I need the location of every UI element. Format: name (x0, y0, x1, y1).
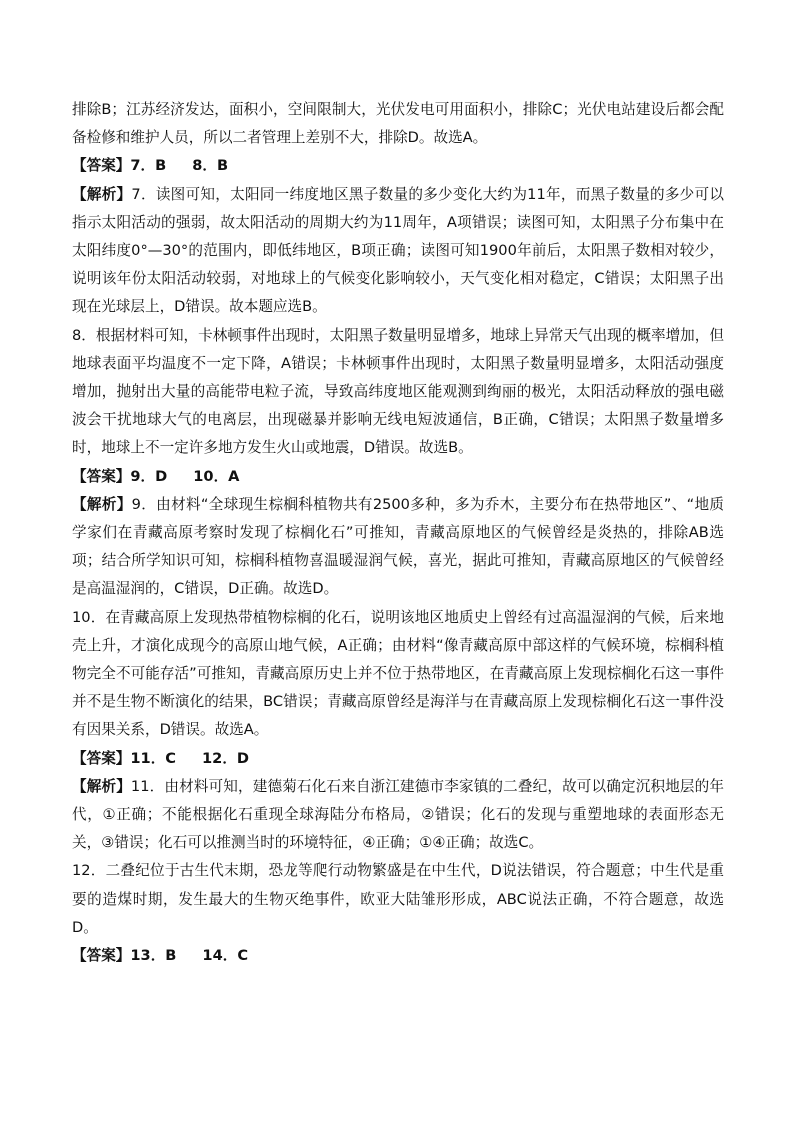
answer-item: 8．B (192, 157, 229, 175)
answer-line (72, 942, 724, 970)
paragraph-text: 12．二叠纪位于古生代末期，恐龙等爬行动物繁盛是在中生代，D说法错误，符合题意；中生代是重要的造煤时期，发生最大的生物灭绝事件，欧亚大陆雏形形成，ABC说法正确，不符合题意，故选D。 (72, 862, 724, 936)
answer-item: 14．C (202, 947, 249, 965)
answer-line (72, 745, 724, 773)
analysis-text: 11．由材料可知，建德菊石化石来自浙江建德市李家镇的二叠纪，故可以确定沉积地层的年代，①正确；不能根据化石重现全球海陆分布格局，②错误；化石的发现与重塑地球的表面形态无关，③错误；化石可以推测当时的环境特征，④正确；①④正确；故选C。 (72, 777, 724, 852)
answer-item: 10．A (193, 467, 240, 485)
paragraph-text: 排除B；江苏经济发达，面积小，空间限制大，光伏发电可用面积小，排除C；光伏电站建设后都会配备检修和维护人员，所以二者管理上差别不大，排除D。故选A。 (72, 101, 724, 147)
answer-line (72, 463, 724, 491)
analysis-paragraph (72, 773, 724, 858)
analysis-paragraph (72, 491, 724, 604)
paragraph-text: 10．在青藏高原上发现热带植物棕榈的化石，说明该地区地质史上曾经有过高温湿润的气候，后来地壳上升，才演化成现今的高原山地气候，A正确；由材料“像青藏高原中部这样的气候环境，棕榈科植物完全不可能存活”可推知，青藏高原历史上并不位于热带地区，在青藏高原上发现棕榈化石这一事件并不是生物不断演化的结果，BC错误；青藏高原曾经是海洋与在青藏高原上发现棕榈化石这一事件没有因果关系，D错误。故选A。 (72, 608, 724, 739)
paragraph-text: 8．根据材料可知，卡林顿事件出现时，太阳黑子数量明显增多，地球上异常天气出现的概率增加，但地球表面平均温度不一定下降，A错误；卡林顿事件出现时，太阳黑子数量明显增多，太阳活动强度增加，抛射出大量的高能带电粒子流，导致高纬度地区能观测到绚丽的极光，太阳活动释放的强电磁波会干扰地球大气的电离层，出现磁暴并影响无线电短波通信，B正确，C错误；太阳黑子数量增多时，地球上不一定许多地方发生火山或地震，D错误。故选B。 (72, 326, 724, 457)
analysis-paragraph (72, 181, 724, 322)
answer-label: 【答案】 (72, 749, 131, 767)
answer-label: 【答案】 (72, 947, 131, 965)
analysis-label: 【解析】 (72, 495, 132, 513)
analysis-text: 9．由材料“全球现生棕榈科植物共有2500多种，多为乔木，主要分布在热带地区”、“地质学家们在青藏高原考察时发现了棕榈化石”可推知，青藏高原地区的气候曾经是炎热的，排除AB选项；结合所学知识可知，棕榈科植物喜温暖湿润气候，喜光，据此可推知，青藏高原地区的气候曾经是高温湿润的，C错误，D正确。故选D。 (72, 495, 724, 598)
answer-label: 【答案】 (72, 157, 131, 175)
analysis-label: 【解析】 (72, 185, 132, 203)
answer-item: 9．D (130, 467, 168, 485)
answer-item: 13．B (130, 947, 177, 965)
answer-item: 12．D (202, 749, 250, 767)
answer-label: 【答案】 (72, 467, 131, 485)
analysis-text: 7．读图可知，太阳同一纬度地区黑子数量的多少变化大约为11年，而黑子数量的多少可以指示太阳活动的强弱，故太阳活动的周期大约为11周年，A项错误；读图可知，太阳黑子分布集中在太阳纬度0°—30°的范围内，即低纬地区，B项正确；读图可知1900年前后，太阳黑子数相对较少，说明该年份太阳活动较弱，对地球上的气候变化影响较小，天气变化相对稳定，C错误；太阳黑子出现在光球层上，D错误。故本题应选B。 (72, 185, 724, 316)
analysis-label: 【解析】 (72, 777, 131, 795)
answer-line (72, 152, 724, 180)
document-body (72, 96, 724, 970)
answer-item: 7．B (130, 157, 167, 175)
answer-item: 11．C (130, 749, 177, 767)
